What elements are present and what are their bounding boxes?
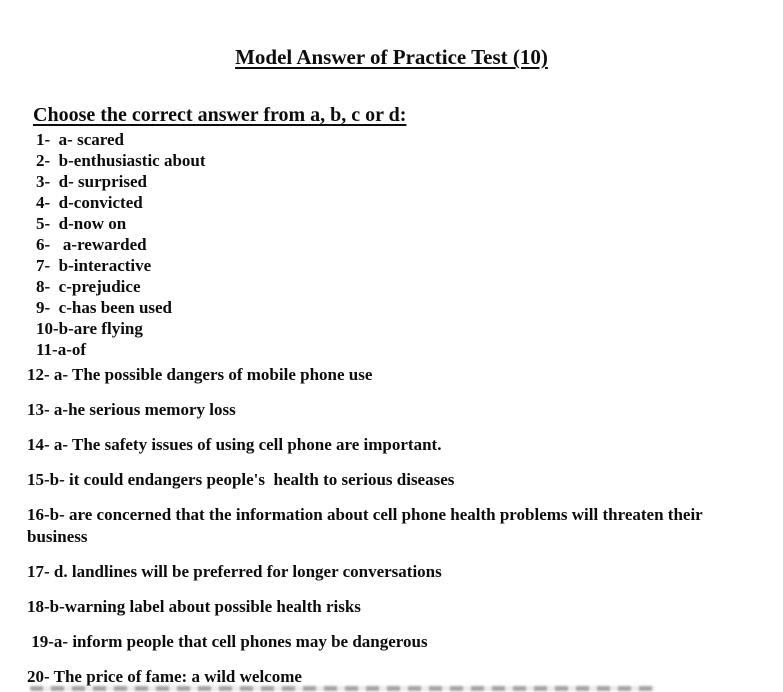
answer-line: 7- b-interactive bbox=[36, 256, 152, 275]
answer-line: 17- d. landlines will be preferred for longer conversations bbox=[27, 562, 442, 581]
answer-line: 8- c-prejudice bbox=[36, 277, 141, 296]
answer-line: 1- a- scared bbox=[36, 130, 124, 149]
answers-list-compact bbox=[36, 129, 783, 360]
answer-line: 15-b- it could endangers people's health to serious diseases bbox=[27, 470, 455, 489]
answer-line: 14- a- The safety issues of using cell phone are important. bbox=[27, 435, 442, 454]
answer-line: 9- c-has been used bbox=[36, 298, 173, 317]
cutoff-text-artifact bbox=[30, 686, 655, 691]
section-heading: Choose the correct answer from a, b, c or d: bbox=[33, 104, 407, 126]
answer-line: 18-b-warning label about possible health risks bbox=[27, 597, 361, 616]
answer-line: 2- b-enthusiastic about bbox=[36, 151, 206, 170]
document-title: Model Answer of Practice Test (10) bbox=[235, 45, 548, 69]
answer-line: 19-a- inform people that cell phones may be dangerous bbox=[27, 632, 428, 651]
answer-line: 13- a-he serious memory loss bbox=[27, 400, 236, 419]
answer-line: 16-b- are concerned that the information about cell phone health problems will threaten their business bbox=[27, 505, 707, 546]
answer-line: 6- a-rewarded bbox=[36, 235, 147, 254]
answer-line: 11-a-of bbox=[36, 340, 87, 359]
answer-line: 5- d-now on bbox=[36, 214, 127, 233]
answers-list-spaced bbox=[27, 364, 747, 688]
answer-line: 10-b-are flying bbox=[36, 319, 143, 338]
answer-line: 4- d-convicted bbox=[36, 193, 143, 212]
answer-line: 12- a- The possible dangers of mobile phone use bbox=[27, 365, 373, 384]
answer-line: 20- The price of fame: a wild welcome bbox=[27, 667, 302, 686]
answer-line: 3- d- surprised bbox=[36, 172, 147, 191]
